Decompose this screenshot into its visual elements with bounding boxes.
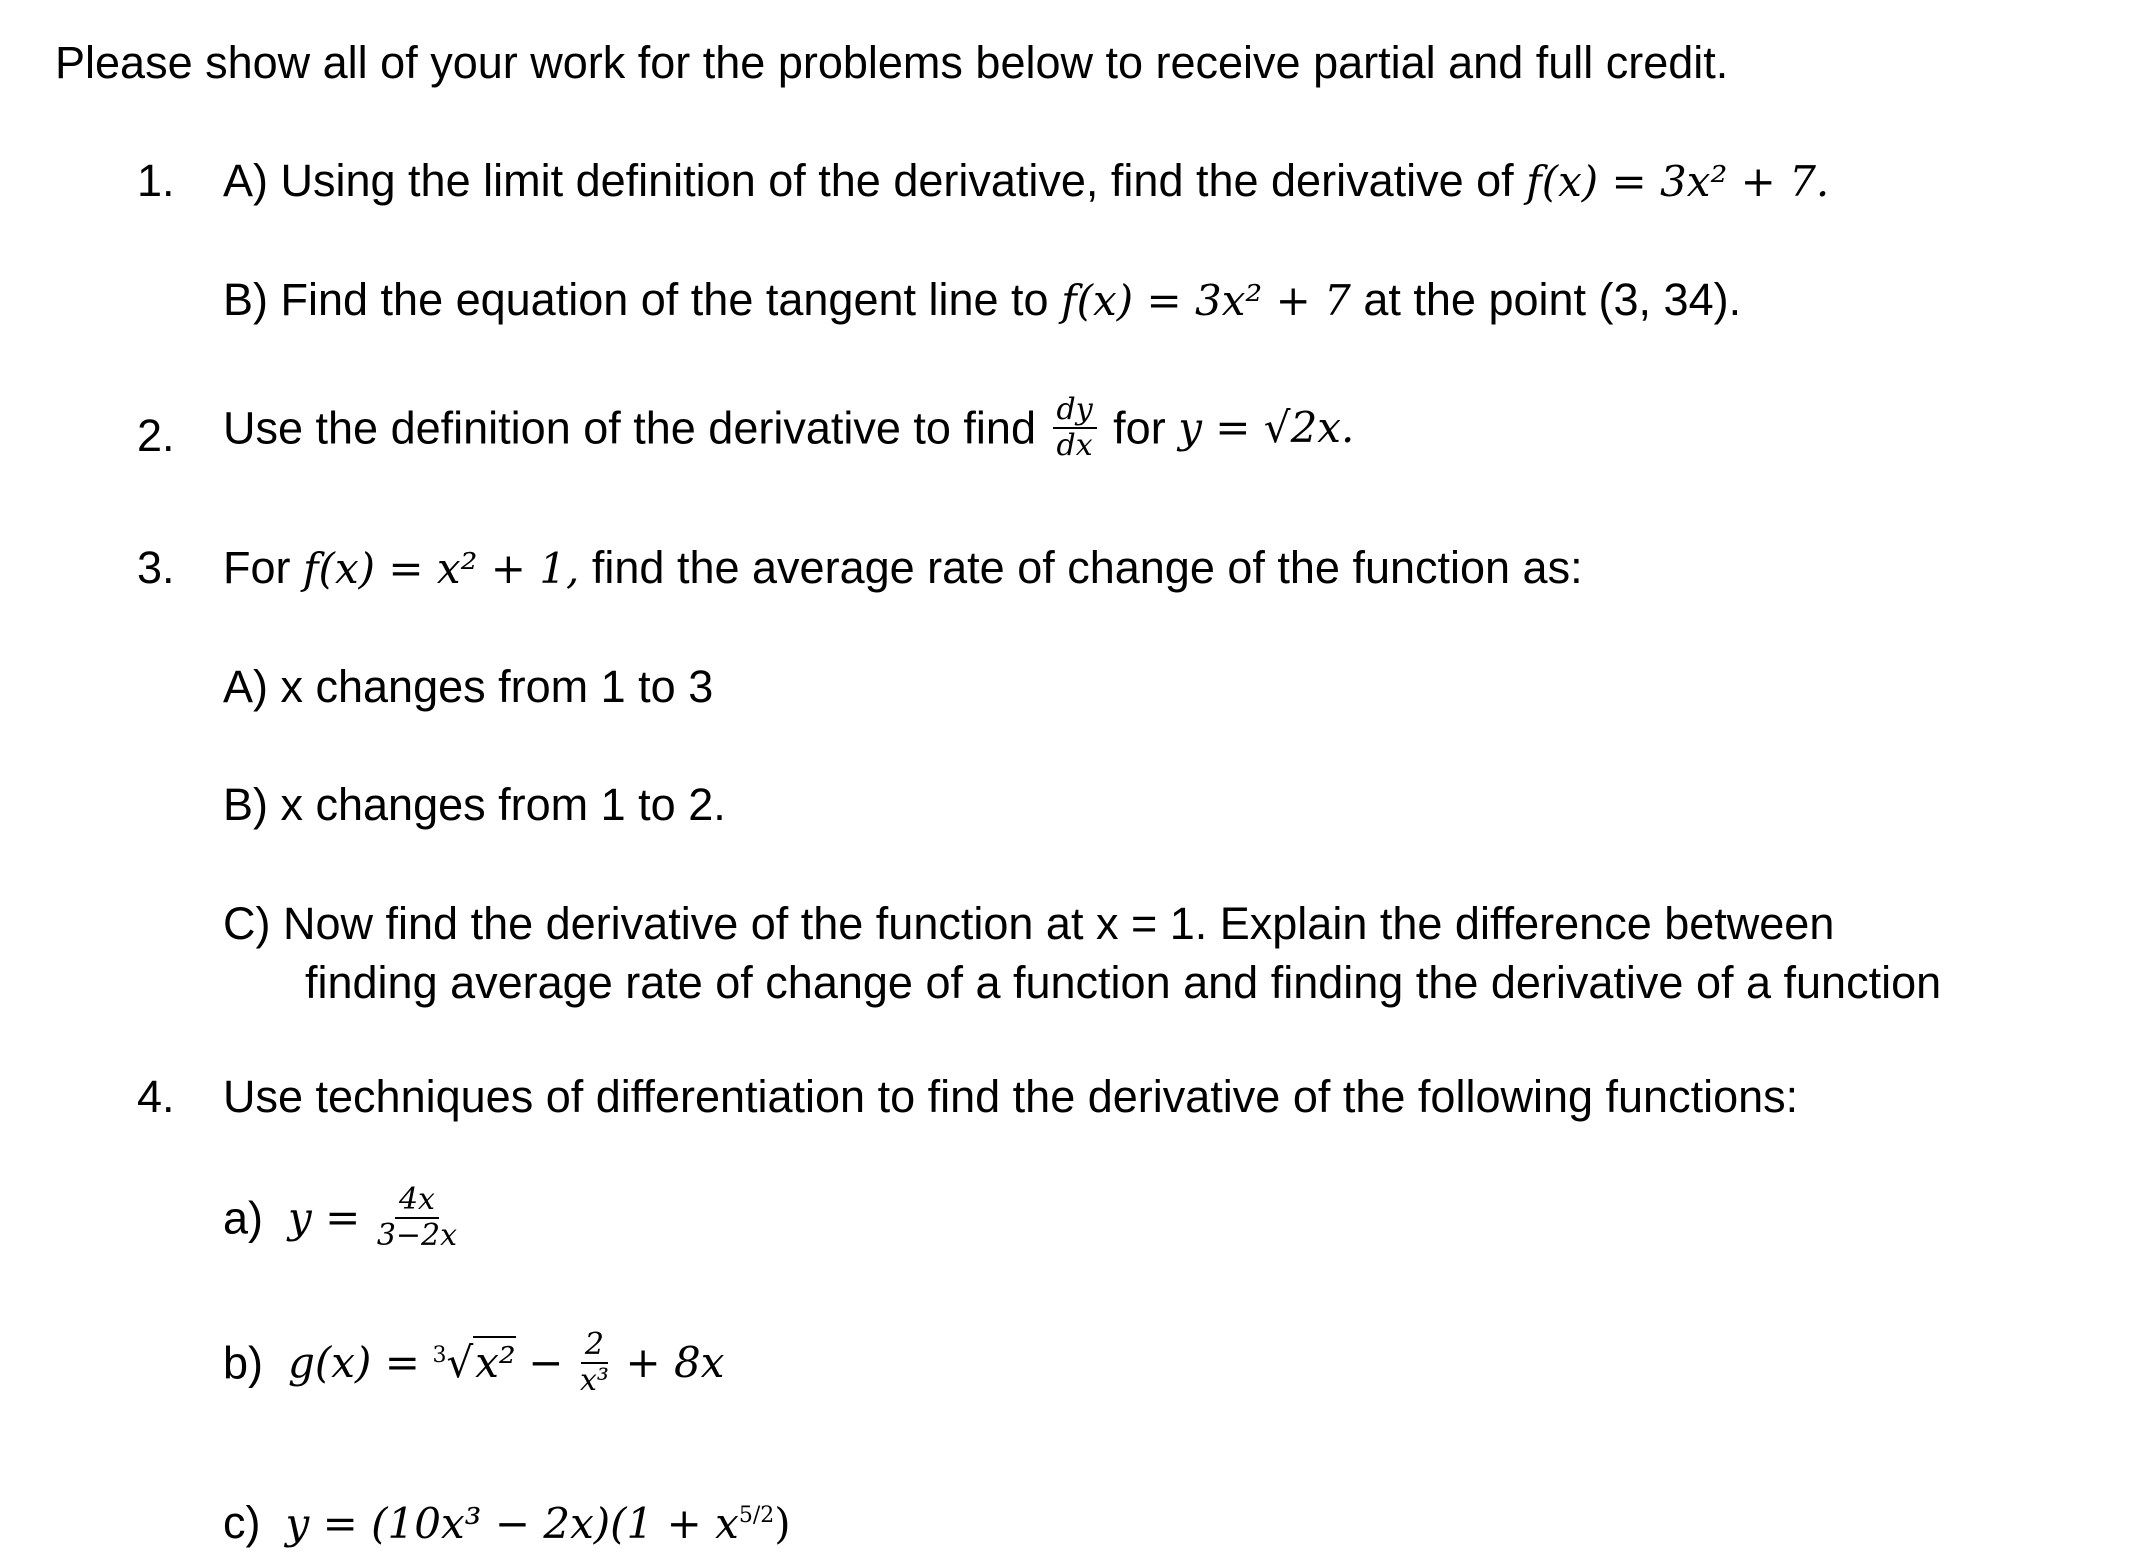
fraction: [376, 1182, 458, 1253]
denominator: 3−2x: [376, 1218, 458, 1253]
math: f(x) = x² + 1,: [303, 544, 580, 593]
label: b): [223, 1337, 264, 1389]
radicand: x²: [475, 1338, 516, 1387]
text: For: [223, 542, 304, 593]
text: find the average rate of change of the function as:: [579, 542, 1583, 593]
math: y = √2x.: [1178, 403, 1355, 452]
numerator: dy: [1053, 395, 1097, 429]
problem-4a: [223, 1182, 461, 1253]
math: f(x) = 3x² + 7.: [1526, 157, 1830, 206]
problem-3c-cont: finding average rate of change of a function and finding the derivative of a function: [305, 957, 1942, 1008]
text: Use the definition of the derivative to find: [223, 402, 1049, 454]
problem-2-text: [223, 392, 1355, 463]
math: y =: [288, 1193, 361, 1242]
math: g(x) =: [288, 1338, 420, 1387]
problem-number: 4.: [137, 1071, 175, 1122]
math: f(x) = 3x² + 7: [1061, 276, 1351, 325]
close-paren: ): [774, 1499, 791, 1548]
numerator: 2: [581, 1330, 608, 1364]
label: c): [223, 1497, 261, 1548]
problem-number: 3.: [137, 542, 175, 593]
dy-dx-fraction: [1053, 392, 1097, 463]
text: A) Using the limit definition of the derivative, find the derivative of: [223, 155, 1527, 206]
math: y = (10x³ − 2x)(1 + x: [285, 1499, 739, 1548]
root-index: 3: [432, 1343, 447, 1368]
numerator: 4x: [395, 1185, 439, 1219]
cube-root: $^3$√x²: [432, 1338, 516, 1387]
problem-number: 2.: [137, 410, 175, 461]
problem-1a: [223, 155, 1830, 206]
problem-4-text: Use techniques of differentiation to find the derivative of the following functions:: [223, 1071, 1799, 1122]
problem-4c: [223, 1497, 791, 1548]
problem-1b: [223, 274, 1742, 325]
text: for: [1100, 402, 1179, 454]
exponent: 5/2: [738, 1503, 775, 1528]
text: at the point (3, 34).: [1350, 274, 1742, 325]
problem-3a: A) x changes from 1 to 3: [223, 661, 714, 712]
instructions: Please show all of your work for the problems below to receive partial and full credit.: [55, 37, 1729, 88]
problem-4b: [223, 1327, 725, 1398]
denominator: x³: [579, 1363, 609, 1398]
problem-3b: B) x changes from 1 to 2.: [223, 779, 726, 830]
problem-3-text: [223, 542, 1583, 593]
problem-3c: C) Now find the derivative of the function at x = 1. Explain the difference between: [223, 898, 1835, 949]
text: B) Find the equation of the tangent line to: [223, 274, 1062, 325]
fraction: [579, 1327, 609, 1398]
denominator: dx: [1056, 428, 1093, 463]
label: a): [223, 1192, 264, 1244]
math: + 8x: [625, 1338, 725, 1387]
minus: −: [528, 1338, 564, 1387]
problem-number: 1.: [137, 155, 175, 206]
